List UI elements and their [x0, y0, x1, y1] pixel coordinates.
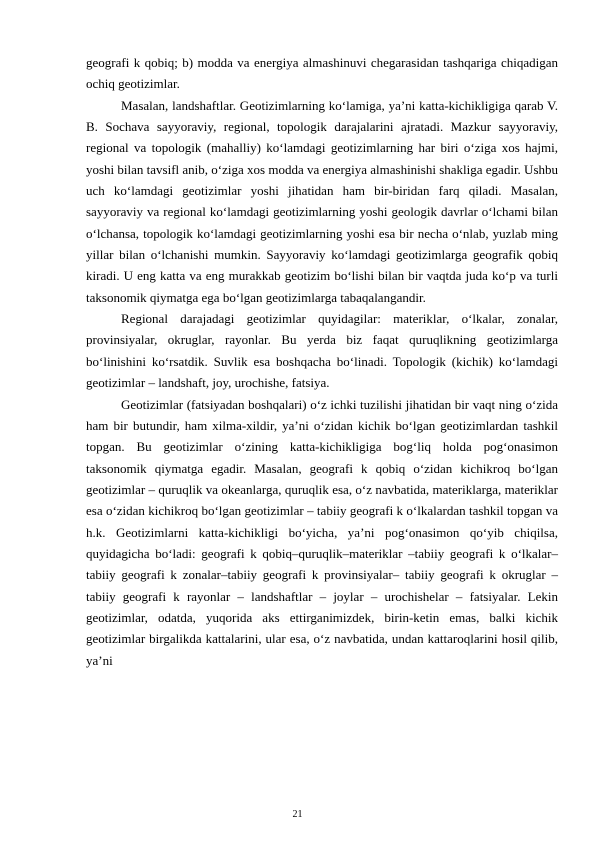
document-body — [86, 52, 558, 671]
paragraph-geosystem-scales: Masalan, landshaftlar. Geotizimlarning ko‘lamiga, ya’ni katta-kichikligiga qarab V. B. Sochava sayyoraviy, regional, topologik darajalarini ajratadi. Mazkur sayyoraviy, regional va topologik (mahalliy) ko‘lamdagi geotizimlarning har biri o‘ziga xos hajmi, yoshi bilan tavsifl anib, o‘ziga xos modda va energiya almashinishi shakliga egadir. Ushbu uch ko‘lamdagi geotizimlar yoshi jihatidan ham bir-biridan farq qiladi. Masalan, sayyoraviy va regional ko‘lamdagi geotizimlarning yoshi geologik davrlar o‘lchami bilan o‘lchansa, topologik ko‘lamdagi geotizimlarning yoshi esa bir necha o‘nlab, yuzlab ming yillar bilan o‘lchanishi mumkin. Sayyoraviy ko‘lamdagi geotizimlarga geografik qobiq kiradi. U eng katta va eng murakkab geotizim bo‘lishi bilan bir vaqtda juda ko‘p va turli taksonomik qiymatga ega bo‘lgan geotizimlarga tabaqalangandir. — [86, 97, 558, 305]
paragraph-continuation: geografi k qobiq; b) modda va energiya almashinuvi chegarasidan tashqariga chiqadigan ochiq geotizimlar. — [86, 55, 558, 92]
page-number: 21 — [292, 809, 303, 820]
paragraph-geosystem-structure: Geotizimlar (fatsiyadan boshqalari) o‘z ichki tuzilishi jihatidan bir vaqt ning o‘zida ham bir butundir, ham xilma-xildir, ya’ni o‘zidan kichik bo‘lgan geotizimlardan tashkil topgan. Bu geotizimlar o‘zining katta-kichikligiga bog‘liq holda pog‘onasimon taksonomik qiymatga egadir. Masalan, geografi k qobiq o‘zidan kichikroq bo‘lgan geotizimlar – quruqlik va okeanlarga, quruqlik esa, o‘z navbatida, materiklarga, materiklar esa o‘zidan kichikroq bo‘lgan geotizimlar – tabiiy geografi k o‘lkalardan tashkil topgan va h.k. Geotizimlarni katta-kichikligi bo‘yicha, ya’ni pog‘onasimon qo‘yib chiqilsa, quyidagicha bo‘ladi: geografi k qobiq–quruqlik–materiklar –tabiiy geografi k o‘lkalar–tabiiy geografi k zonalar–tabiiy geografi k provinsiyalar– tabiiy geografi k okruglar – tabiiy geografi k rayonlar – landshaftlar – joylar – urochishelar – fatsiyalar. Lekin geotizimlar, odatda, yuqorida aks ettirganimizdek, birin-ketin emas, balki kichik geotizimlar birgalikda kattalarini, ular esa, o‘z navbatida, undan kattaroqlarini hosil qilib, ya’ni — [86, 396, 558, 668]
paragraph-regional-geosystems: Regional darajadagi geotizimlar quyidagilar: materiklar, o‘lkalar, zonalar, provinsiyalar, okruglar, rayonlar. Bu yerda biz faqat quruqlikning geotizimlarga bo‘linishini ko‘rsatdik. Suvlik esa boshqacha bo‘linadi. Topologik (kichik) ko‘lamdagi geotizimlar – landshaft, joy, urochishe, fatsiya. — [86, 311, 558, 391]
